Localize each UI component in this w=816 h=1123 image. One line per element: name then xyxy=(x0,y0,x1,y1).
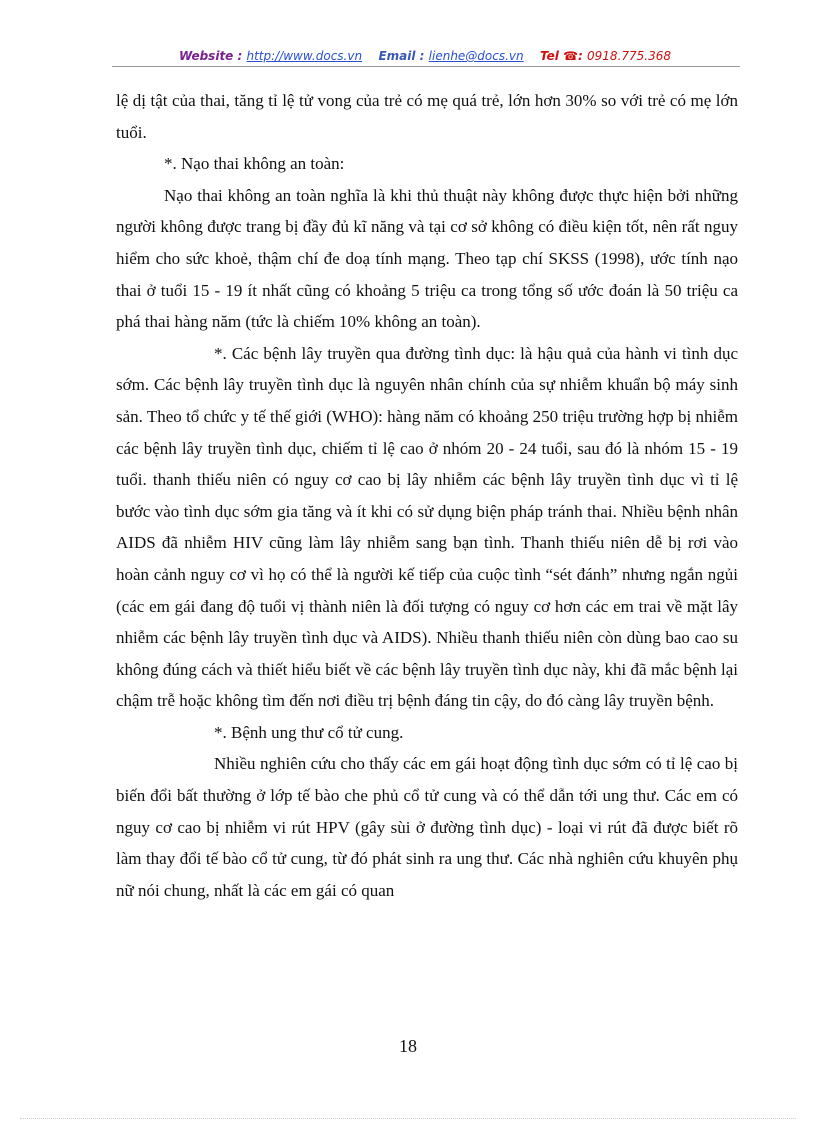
website-label: Website : xyxy=(178,49,243,63)
email-label: Email : xyxy=(378,49,425,63)
heading-unsafe-abortion: *. Nạo thai không an toàn: xyxy=(164,154,345,174)
paragraph-sti: *. Các bệnh lây truyền qua đường tình dục: là hậu quả của hành vi tình dục sớm. Các bệnh lây truyền tình dục là nguyên nhân chính của sự nhiễm khuẩn bộ máy sinh sản. Theo tổ chức y tế thế giới (WHO): hàng năm có khoảng 250 triệu trường hợp bị nhiễm các bệnh lây truyền tình dục, chiếm tỉ lệ cao ở nhóm 20 - 24 tuổi, sau đó là nhóm 15 - 19 tuổi. thanh thiếu niên có nguy cơ cao bị lây nhiễm các bệnh lây truyền tình dục vì tỉ lệ bước vào tình dục sớm gia tăng và ít khi có sử dụng biện pháp tránh thai. Nhiều bệnh nhân AIDS đã nhiễm HIV cũng làm lây nhiễm sang bạn tình. Thanh thiếu niên dễ bị rơi vào hoàn cảnh nguy cơ vì họ có thể là người kế tiếp của cuộc tình “sét đánh” nhưng ngắn ngủi (các em gái đang độ tuổi vị thành niên là đối tượng có nguy cơ hơn các em trai về mặt lây nhiễm các bệnh lây truyền tình dục và AIDS). Nhiều thanh thiếu niên còn dùng bao cao su không đúng cách và thiết hiểu biết về các bệnh lây truyền tình dục này, khi đã mắc bệnh lại chậm trễ hoặc không tìm đến nơi điều trị bệnh đáng tin cậy, do đó càng lây truyền bệnh. xyxy=(116,343,738,711)
page-bottom-border xyxy=(20,1118,796,1119)
tel-label: Tel ☎: xyxy=(540,49,583,63)
body-text xyxy=(116,85,738,906)
paragraph-continuation: lệ dị tật của thai, tăng tỉ lệ tử vong của trẻ có mẹ quá trẻ, lớn hơn 30% so với trẻ có mẹ lớn tuổi. xyxy=(116,91,738,142)
heading-cervical-cancer: *. Bệnh ung thư cổ tử cung. xyxy=(214,722,404,742)
website-link[interactable]: http://www.docs.vn xyxy=(246,49,363,63)
page-header xyxy=(110,48,740,68)
tel-number: 0918.775.368 xyxy=(587,49,672,63)
page-number: 18 xyxy=(399,1036,417,1056)
header-divider xyxy=(112,66,740,67)
paragraph-unsafe-abortion: Nạo thai không an toàn nghĩa là khi thủ thuật này không được thực hiện bởi những người không được trang bị đầy đủ kĩ năng và tại cơ sở không có điều kiện tốt, nên rất nguy hiểm cho sức khoẻ, thậm chí đe doạ tính mạng. Theo tạp chí SKSS (1998), ước tính nạo thai ở tuổi 15 - 19 ít nhất cũng có khoảng 5 triệu ca trong tổng số ước đoán là 50 triệu ca phá thai hàng năm (tức là chiếm 10% không an toàn). xyxy=(116,185,738,332)
paragraph-cervical-cancer: Nhiều nghiên cứu cho thấy các em gái hoạt động tình dục sớm có tỉ lệ cao bị biến đổi bất thường ở lớp tế bào che phủ cổ tử cung và có thể dẫn tới ung thư. Các em có nguy cơ cao bị nhiễm vi rút HPV (gây sùi ở đường tình dục) - loại vi rút đã được biết rõ làm thay đổi tế bào cổ tử cung, từ đó phát sinh ra ung thư. Các nhà nghiên cứu khuyên phụ nữ nói chung, nhất là các em gái có quan xyxy=(116,754,738,900)
email-link[interactable]: lienhe@docs.vn xyxy=(428,49,524,63)
